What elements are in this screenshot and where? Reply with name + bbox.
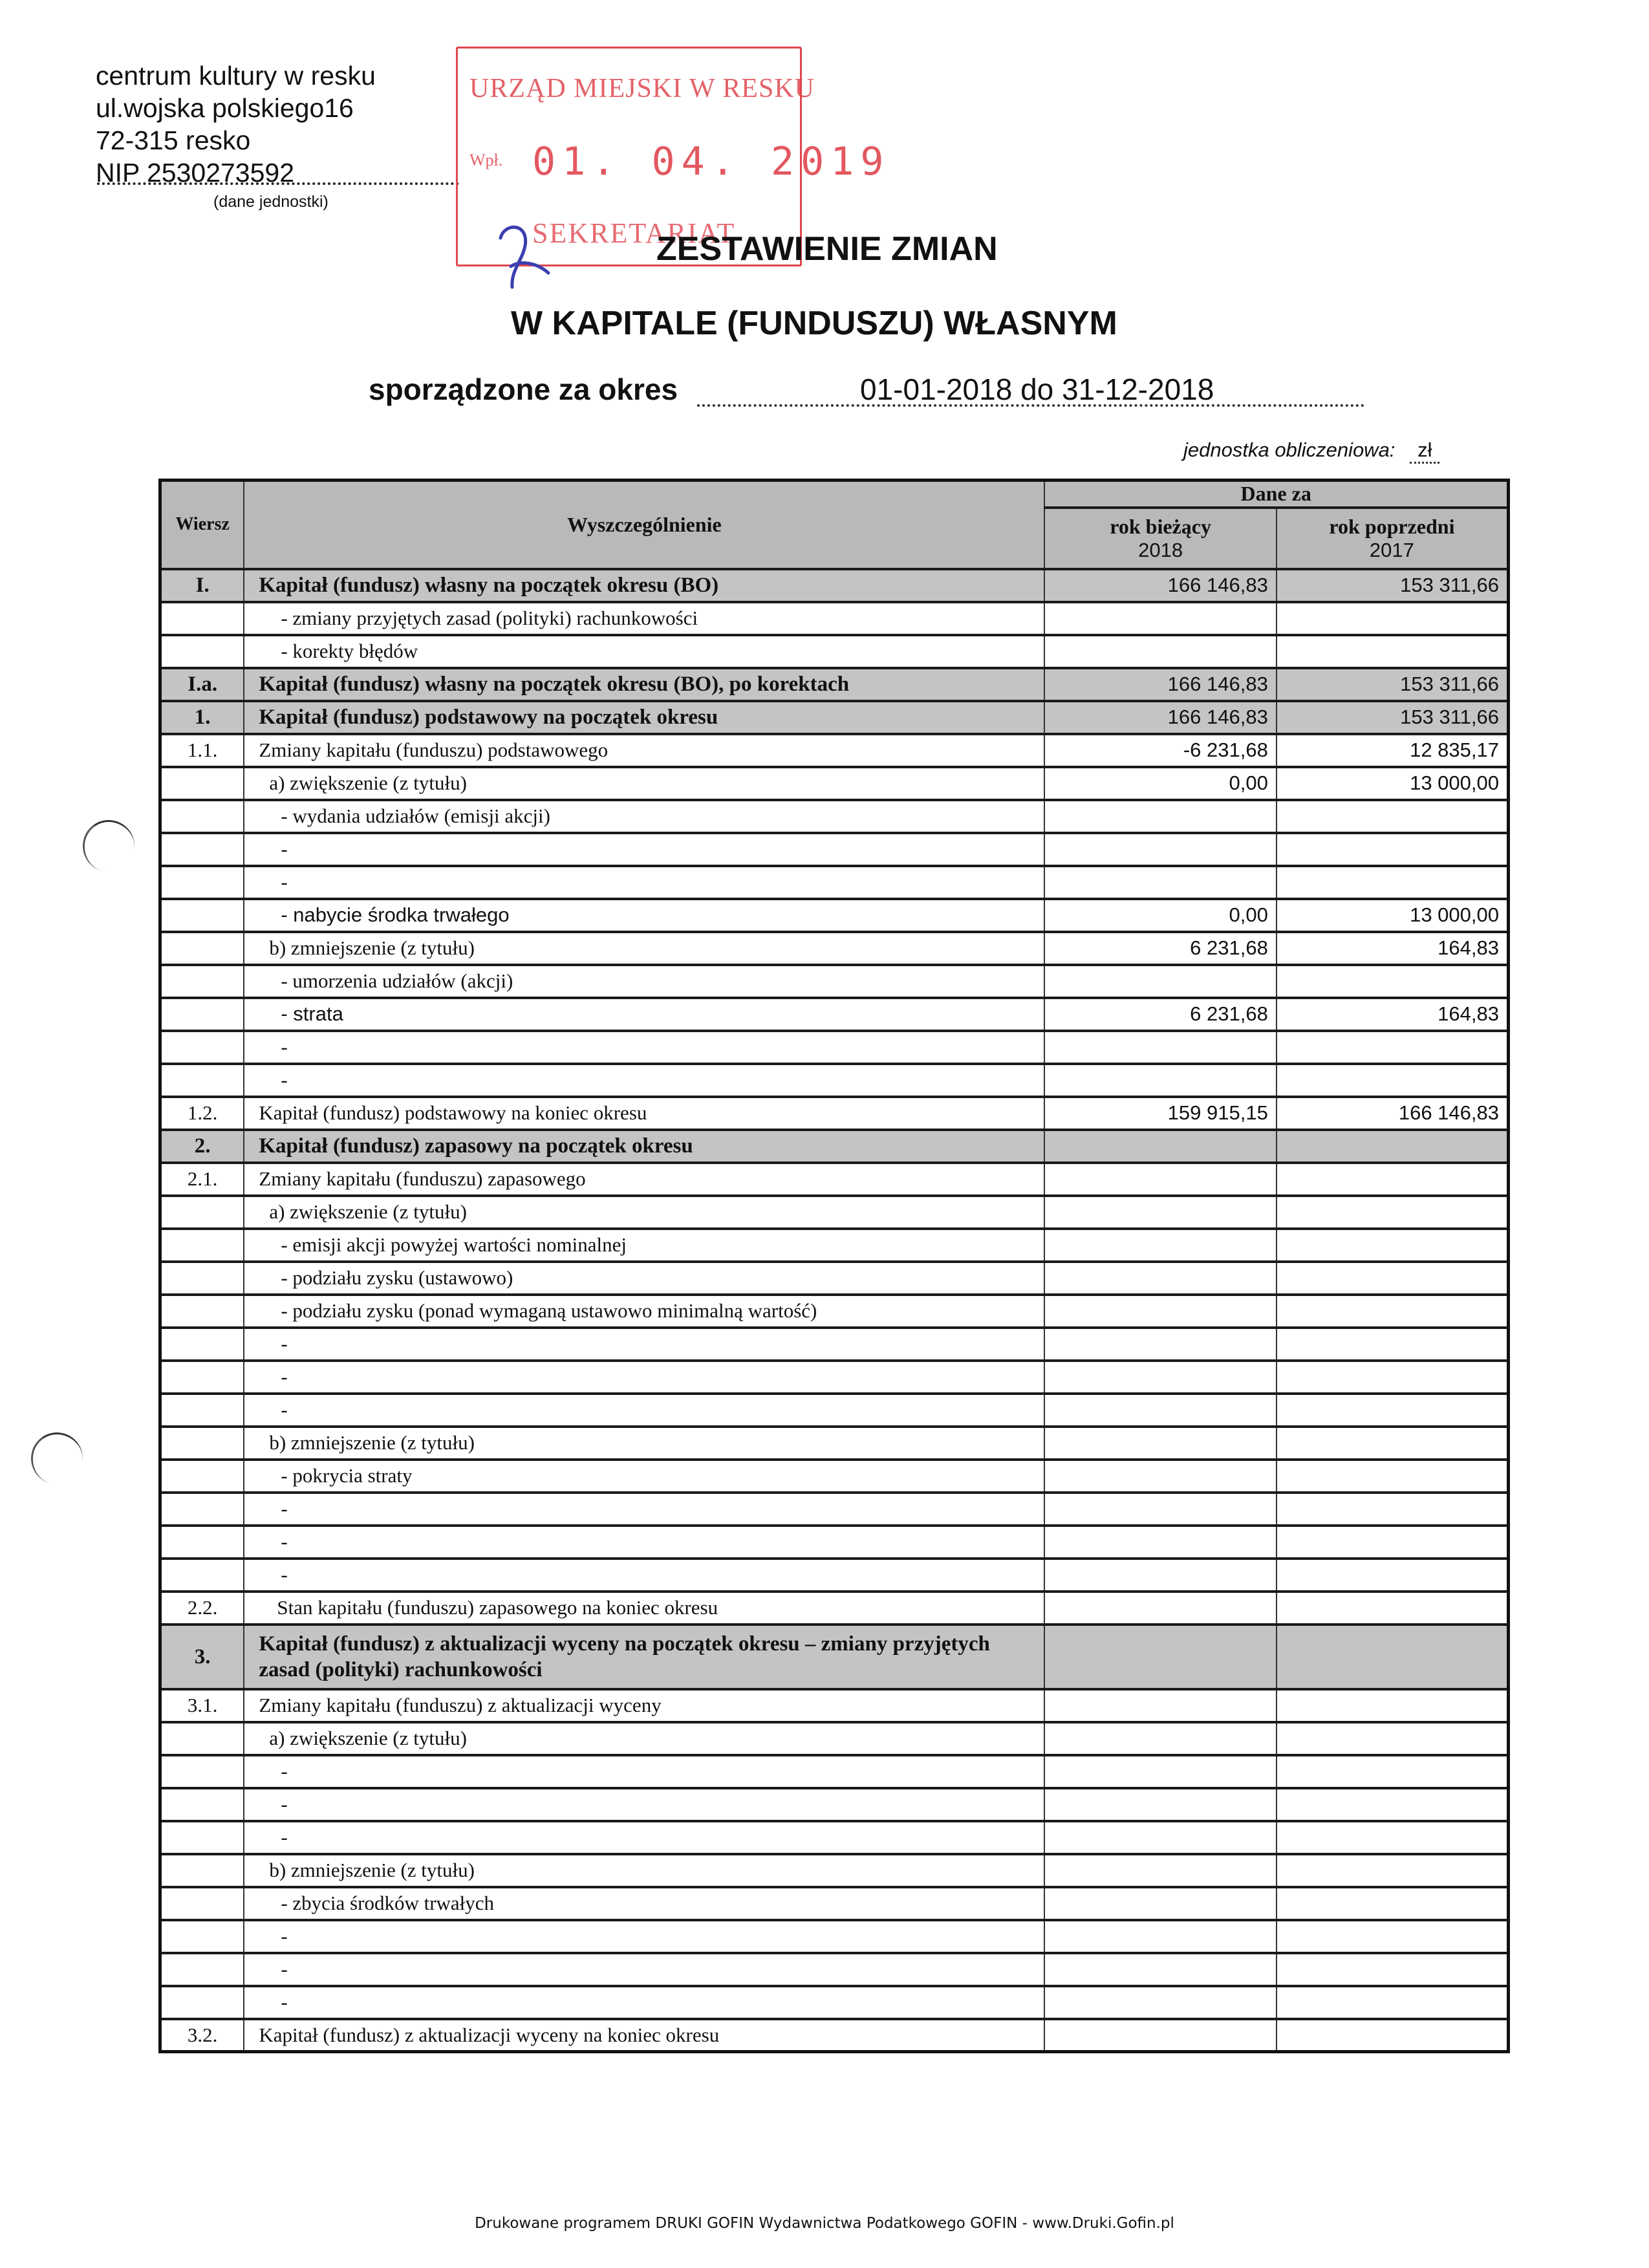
row-description: - wydania udziałów (emisji akcji): [244, 800, 1044, 833]
table-row: [160, 2019, 1509, 2052]
current-year-value: -6 231,68: [1044, 734, 1276, 767]
header-previous-year: [1277, 508, 1509, 569]
row-number: [160, 1788, 244, 1821]
table-row: [160, 1031, 1509, 1064]
header-current-label: rok bieżący: [1110, 514, 1211, 538]
row-description: Kapitał (fundusz) własny na początek okresu (BO), po korektach: [244, 668, 1044, 701]
previous-year-value: [1277, 1295, 1509, 1328]
row-number: 3.: [160, 1625, 244, 1689]
table-row: [160, 833, 1509, 866]
previous-year-value: [1277, 1361, 1509, 1394]
previous-year-value: [1277, 1196, 1509, 1229]
table-row: [160, 1526, 1509, 1559]
table-row: [160, 1262, 1509, 1295]
row-number: [160, 1887, 244, 1920]
row-number: [160, 866, 244, 899]
previous-year-value: 153 311,66: [1277, 569, 1509, 602]
current-year-value: 0,00: [1044, 767, 1276, 800]
row-number: 1.1.: [160, 734, 244, 767]
stamp-department: SEKRETARIAT: [532, 217, 736, 249]
row-description: -: [244, 1788, 1044, 1821]
row-description: - zbycia środków trwałych: [244, 1887, 1044, 1920]
previous-year-value: 13 000,00: [1277, 899, 1509, 932]
previous-year-value: [1277, 1625, 1509, 1689]
previous-year-value: 153 311,66: [1277, 668, 1509, 701]
row-number: 1.: [160, 701, 244, 734]
row-number: 2.2.: [160, 1592, 244, 1625]
row-description: - emisji akcji powyżej wartości nominalnej: [244, 1229, 1044, 1262]
table-row: [160, 998, 1509, 1031]
previous-year-value: [1277, 866, 1509, 899]
current-year-value: [1044, 1262, 1276, 1295]
table-row: [160, 1427, 1509, 1460]
header-previous-label: rok poprzedni: [1329, 514, 1455, 538]
row-number: [160, 1821, 244, 1854]
current-year-value: [1044, 1559, 1276, 1592]
previous-year-value: [1277, 1788, 1509, 1821]
row-description: a) zwiększenie (z tytułu): [244, 767, 1044, 800]
table-row: [160, 1163, 1509, 1196]
table-row: [160, 1887, 1509, 1920]
row-description: Zmiany kapitału (funduszu) z aktualizacji wyceny: [244, 1689, 1044, 1722]
current-year-value: [1044, 800, 1276, 833]
row-number: [160, 1493, 244, 1526]
current-year-value: [1044, 1854, 1276, 1887]
row-description: - zmiany przyjętych zasad (polityki) rachunkowości: [244, 602, 1044, 635]
row-description: - pokrycia straty: [244, 1460, 1044, 1493]
current-year-value: [1044, 1196, 1276, 1229]
current-year-value: [1044, 1689, 1276, 1722]
row-description: -: [244, 1953, 1044, 1986]
table-row: [160, 965, 1509, 998]
row-description: Kapitał (fundusz) z aktualizacji wyceny na koniec okresu: [244, 2019, 1044, 2052]
current-year-value: [1044, 1625, 1276, 1689]
equity-changes-table: [158, 479, 1510, 2053]
table-row: [160, 1064, 1509, 1097]
row-description: -: [244, 1526, 1044, 1559]
stamp-wpl-label: Wpł.: [469, 151, 503, 169]
table-row: [160, 767, 1509, 800]
current-year-value: 159 915,15: [1044, 1097, 1276, 1130]
table-row: [160, 932, 1509, 965]
previous-year-value: [1277, 1262, 1509, 1295]
table-row: [160, 1788, 1509, 1821]
previous-year-value: [1277, 1821, 1509, 1854]
row-description: Stan kapitału (funduszu) zapasowego na koniec okresu: [244, 1592, 1044, 1625]
row-number: [160, 767, 244, 800]
row-description: -: [244, 1031, 1044, 1064]
current-year-value: [1044, 1920, 1276, 1953]
previous-year-value: [1277, 2019, 1509, 2052]
table-row: [160, 1460, 1509, 1493]
table-row: [160, 800, 1509, 833]
previous-year-value: 166 146,83: [1277, 1097, 1509, 1130]
current-year-value: [1044, 965, 1276, 998]
row-number: [160, 800, 244, 833]
previous-year-value: [1277, 1986, 1509, 2019]
row-number: 2.1.: [160, 1163, 244, 1196]
table-row: [160, 1295, 1509, 1328]
row-number: [160, 1953, 244, 1986]
table-row: [160, 1920, 1509, 1953]
period-label: sporządzone za okres: [369, 373, 678, 406]
row-description: - umorzenia udziałów (akcji): [244, 965, 1044, 998]
row-number: [160, 1328, 244, 1361]
row-description: - strata: [244, 998, 1044, 1031]
previous-year-value: [1277, 965, 1509, 998]
unit-street: ul.wojska polskiego16: [96, 93, 354, 123]
row-number: [160, 998, 244, 1031]
table-row: [160, 1689, 1509, 1722]
current-year-value: [1044, 1755, 1276, 1788]
table-row: [160, 1493, 1509, 1526]
table-row: [160, 1196, 1509, 1229]
row-description: b) zmniejszenie (z tytułu): [244, 1427, 1044, 1460]
row-description: -: [244, 1064, 1044, 1097]
current-year-value: [1044, 1130, 1276, 1163]
previous-year-value: [1277, 1526, 1509, 1559]
table-row: [160, 1394, 1509, 1427]
previous-year-value: [1277, 1920, 1509, 1953]
row-description: -: [244, 833, 1044, 866]
row-number: [160, 1986, 244, 2019]
unit-nip: NIP 2530273592: [96, 158, 295, 188]
previous-year-value: [1277, 1755, 1509, 1788]
current-year-value: [1044, 1460, 1276, 1493]
current-year-value: [1044, 1953, 1276, 1986]
table-row: [160, 635, 1509, 668]
unit-dotted-line: [97, 182, 459, 185]
period-value: 01-01-2018 do 31-12-2018: [860, 373, 1214, 406]
previous-year-value: [1277, 1328, 1509, 1361]
previous-year-value: [1277, 635, 1509, 668]
row-number: [160, 1229, 244, 1262]
previous-year-value: [1277, 1592, 1509, 1625]
previous-year-value: 164,83: [1277, 932, 1509, 965]
current-year-value: [1044, 1394, 1276, 1427]
table-row: [160, 1854, 1509, 1887]
current-year-value: [1044, 1592, 1276, 1625]
measurement-unit: [1183, 438, 1439, 464]
previous-year-value: [1277, 1559, 1509, 1592]
table-row: [160, 1361, 1509, 1394]
current-year-value: [1044, 1788, 1276, 1821]
header-row-number: Wiersz: [160, 481, 244, 569]
current-year-value: [1044, 1163, 1276, 1196]
table-row: [160, 1130, 1509, 1163]
previous-year-value: 153 311,66: [1277, 701, 1509, 734]
previous-year-value: [1277, 833, 1509, 866]
current-year-value: 166 146,83: [1044, 701, 1276, 734]
current-year-value: [1044, 1427, 1276, 1460]
header-data-for: Dane za: [1044, 481, 1508, 508]
row-description: b) zmniejszenie (z tytułu): [244, 932, 1044, 965]
current-year-value: [1044, 2019, 1276, 2052]
current-year-value: [1044, 1887, 1276, 1920]
current-year-value: 0,00: [1044, 899, 1276, 932]
previous-year-value: [1277, 1953, 1509, 1986]
header-current-year-value: 2018: [1138, 538, 1183, 561]
row-number: [160, 602, 244, 635]
row-number: [160, 1295, 244, 1328]
previous-year-value: [1277, 1130, 1509, 1163]
row-description: - podziału zysku (ponad wymaganą ustawowo minimalną wartość): [244, 1295, 1044, 1328]
table-row: [160, 668, 1509, 701]
row-description: Kapitał (fundusz) podstawowy na początek okresu: [244, 701, 1044, 734]
row-description: a) zwiększenie (z tytułu): [244, 1722, 1044, 1755]
row-number: [160, 1920, 244, 1953]
row-description: a) zwiększenie (z tytułu): [244, 1196, 1044, 1229]
row-number: 1.2.: [160, 1097, 244, 1130]
current-year-value: [1044, 1295, 1276, 1328]
previous-year-value: [1277, 1493, 1509, 1526]
table-row: [160, 701, 1509, 734]
current-year-value: 6 231,68: [1044, 998, 1276, 1031]
previous-year-value: [1277, 1427, 1509, 1460]
row-number: [160, 1722, 244, 1755]
previous-year-value: [1277, 1854, 1509, 1887]
unit-name: centrum kultury w resku: [96, 61, 376, 91]
row-description: - podziału zysku (ustawowo): [244, 1262, 1044, 1295]
current-year-value: [1044, 635, 1276, 668]
header-previous-year-value: 2017: [1369, 538, 1414, 561]
row-number: 3.1.: [160, 1689, 244, 1722]
previous-year-value: [1277, 800, 1509, 833]
table-row: [160, 1821, 1509, 1854]
table-row: [160, 1986, 1509, 2019]
row-description: -: [244, 1986, 1044, 2019]
table-row: [160, 1755, 1509, 1788]
row-number: [160, 1460, 244, 1493]
row-description: -: [244, 1821, 1044, 1854]
unit-info: [96, 59, 376, 189]
current-year-value: [1044, 1722, 1276, 1755]
unit-city: 72-315 resko: [96, 125, 251, 155]
row-number: [160, 1031, 244, 1064]
row-number: [160, 1526, 244, 1559]
document-title-line1: ZESTAWIENIE ZMIAN: [656, 230, 998, 268]
table-row: [160, 866, 1509, 899]
row-description: -: [244, 1394, 1044, 1427]
measurement-unit-value: zł: [1410, 438, 1439, 464]
table-body: [160, 569, 1509, 2052]
row-number: [160, 965, 244, 998]
hole-punch-mark: [27, 1429, 87, 1489]
table-row: [160, 1328, 1509, 1361]
current-year-value: [1044, 1821, 1276, 1854]
current-year-value: [1044, 1493, 1276, 1526]
row-description: - korekty błędów: [244, 635, 1044, 668]
row-description: b) zmniejszenie (z tytułu): [244, 1854, 1044, 1887]
previous-year-value: [1277, 1163, 1509, 1196]
row-description: Kapitał (fundusz) z aktualizacji wyceny na początek okresu – zmiany przyjętych zasad (polityki) rachunkowości: [244, 1625, 1044, 1689]
row-number: [160, 1262, 244, 1295]
current-year-value: 6 231,68: [1044, 932, 1276, 965]
row-description: -: [244, 1920, 1044, 1953]
table-row: [160, 602, 1509, 635]
unit-caption: (dane jednostki): [213, 193, 329, 211]
table-row: [160, 1722, 1509, 1755]
stamp-date: 01. 04. 2019: [532, 139, 890, 184]
row-description: -: [244, 1559, 1044, 1592]
previous-year-value: [1277, 1689, 1509, 1722]
row-description: -: [244, 866, 1044, 899]
row-number: I.: [160, 569, 244, 602]
reporting-period: [369, 372, 1364, 411]
table-row: [160, 1097, 1509, 1130]
previous-year-value: [1277, 1064, 1509, 1097]
previous-year-value: [1277, 602, 1509, 635]
previous-year-value: 12 835,17: [1277, 734, 1509, 767]
row-description: Zmiany kapitału (funduszu) zapasowego: [244, 1163, 1044, 1196]
current-year-value: [1044, 602, 1276, 635]
previous-year-value: [1277, 1394, 1509, 1427]
previous-year-value: 13 000,00: [1277, 767, 1509, 800]
current-year-value: [1044, 1361, 1276, 1394]
handwritten-mark-icon: [491, 220, 563, 291]
table-row: [160, 1592, 1509, 1625]
current-year-value: 166 146,83: [1044, 569, 1276, 602]
row-number: [160, 1361, 244, 1394]
row-number: [160, 899, 244, 932]
row-number: I.a.: [160, 668, 244, 701]
table-row: [160, 734, 1509, 767]
row-description: Kapitał (fundusz) podstawowy na koniec okresu: [244, 1097, 1044, 1130]
header-current-year: [1044, 508, 1276, 569]
table-row: [160, 1953, 1509, 1986]
hole-punch-mark: [79, 816, 139, 876]
row-number: [160, 932, 244, 965]
header-description: Wyszczególnienie: [244, 481, 1044, 569]
current-year-value: [1044, 1064, 1276, 1097]
row-description: Kapitał (fundusz) własny na początek okresu (BO): [244, 569, 1044, 602]
row-number: 2.: [160, 1130, 244, 1163]
current-year-value: [1044, 1328, 1276, 1361]
row-number: [160, 1196, 244, 1229]
row-number: [160, 1755, 244, 1788]
table-row: [160, 1559, 1509, 1592]
row-description: - nabycie środka trwałego: [244, 899, 1044, 932]
row-number: [160, 1394, 244, 1427]
footer-printer-note: Drukowane programem DRUKI GOFIN Wydawnictwa Podatkowego GOFIN - www.Druki.Gofin.pl: [475, 2215, 1174, 2232]
current-year-value: [1044, 866, 1276, 899]
row-number: [160, 1559, 244, 1592]
current-year-value: 166 146,83: [1044, 668, 1276, 701]
previous-year-value: [1277, 1722, 1509, 1755]
row-description: Zmiany kapitału (funduszu) podstawowego: [244, 734, 1044, 767]
row-description: -: [244, 1361, 1044, 1394]
stamp-title: URZĄD MIEJSKI W RESKU: [469, 74, 815, 103]
row-description: -: [244, 1328, 1044, 1361]
table-row: [160, 899, 1509, 932]
row-number: 3.2.: [160, 2019, 244, 2052]
measurement-unit-label: jednostka obliczeniowa:: [1183, 438, 1396, 461]
row-number: [160, 1064, 244, 1097]
current-year-value: [1044, 1229, 1276, 1262]
table-row: [160, 569, 1509, 602]
current-year-value: [1044, 1031, 1276, 1064]
row-number: [160, 833, 244, 866]
previous-year-value: [1277, 1031, 1509, 1064]
row-number: [160, 1427, 244, 1460]
row-number: [160, 635, 244, 668]
current-year-value: [1044, 833, 1276, 866]
row-number: [160, 1854, 244, 1887]
table-row: [160, 1229, 1509, 1262]
document-title-line2: W KAPITALE (FUNDUSZU) WŁASNYM: [511, 305, 1117, 342]
table-row: [160, 1625, 1509, 1689]
row-description: -: [244, 1755, 1044, 1788]
current-year-value: [1044, 1986, 1276, 2019]
previous-year-value: [1277, 1887, 1509, 1920]
previous-year-value: [1277, 1460, 1509, 1493]
row-description: -: [244, 1493, 1044, 1526]
row-description: Kapitał (fundusz) zapasowy na początek okresu: [244, 1130, 1044, 1163]
previous-year-value: [1277, 1229, 1509, 1262]
previous-year-value: 164,83: [1277, 998, 1509, 1031]
current-year-value: [1044, 1526, 1276, 1559]
